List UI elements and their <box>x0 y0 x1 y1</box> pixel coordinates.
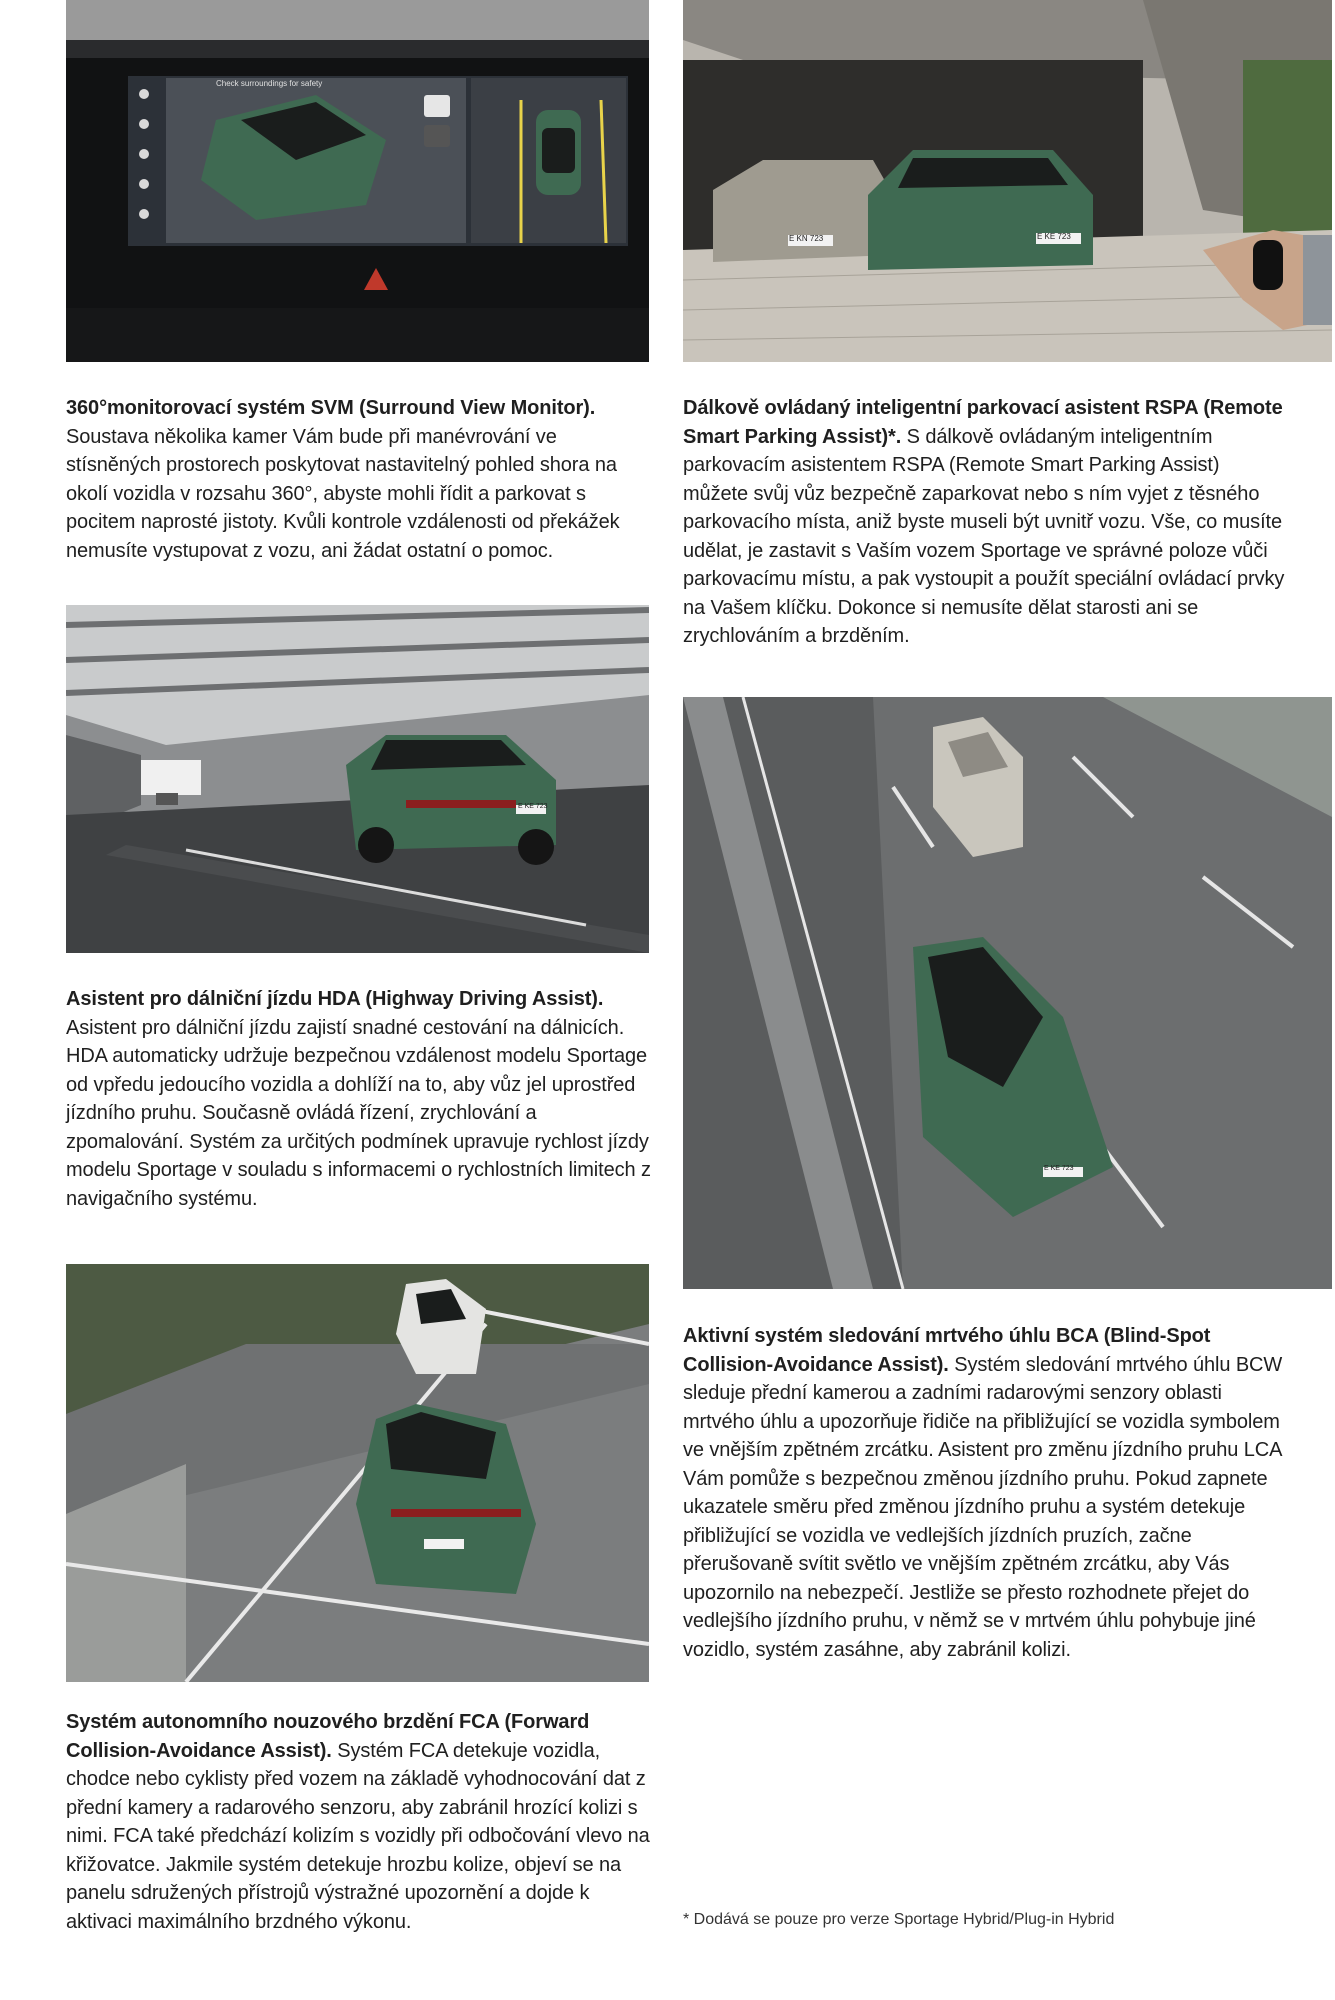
rspa-title: Dálkově ovládaný inteligentní parkovací asistent RSPA (Remote Smart Parking Assist)*. <box>683 397 1283 448</box>
hda-tunnel-photo <box>66 605 649 953</box>
fca-intersection-photo <box>66 1264 649 1682</box>
rspa-body: S dálkově ovládaným inteligentním parkovacím asistentem RSPA (Remote Smart Parking Assist) můžete svůj vůz bezpečně zaparkovat nebo s ním vyjet z těsného parkovacího místa, aniž byste museli být uvnitř vozu. Vše, co musíte udělat, je zastavit s Vaším vozem Sportage ve správné poloze vůči parkovacímu místu, a pak vystoupit a použít speciální ovládací prvky na Vašem klíčku. Dokonce si nemusíte dělat starosti ani se zrychlováním a brzděním. <box>683 425 1285 647</box>
footnote: * Dodává se pouze pro verze Sportage Hybrid/Plug-in Hybrid <box>683 1911 1115 1928</box>
rspa-garage-photo <box>683 0 1332 362</box>
license-plate-4: E KE 723 <box>1044 1165 1074 1172</box>
screen-caption: Check surroundings for safety <box>216 79 323 88</box>
hda-text <box>66 985 651 1213</box>
license-plate-1: E KN 723 <box>789 234 824 243</box>
fca-body: Systém FCA detekuje vozidla, chodce nebo cyklisty před vozem na základě vyhodnocování dat z přední kamery a radarového senzoru, aby zabránil hrozící kolizi s nimi. FCA také předchází kolizím s vozidly při odbočování vlevo na křižovatce. Jakmile systém detekuje hrozbu kolize, objeví se na panelu sdružených přístrojů výstražné upozornění a dojde k aktivaci maximálního brzdného výkonu. <box>66 1739 650 1933</box>
license-plate-3: E KE 723 <box>518 803 548 810</box>
hda-body: Asistent pro dálniční jízdu zajistí snadné cestování na dálnicích. HDA automaticky udržuje bezpečnou vzdálenost modelu Sportage od vpředu jedoucího vozidla a dohlíží na to, aby vůz jel uprostřed jízdního pruhu. Současně ovládá řízení, zrychlování a zpomalování. Systém za určitých podmínek upravuje rychlost jízdy modelu Sportage v souladu s informacemi o rychlostních limitech z navigačního systému. <box>66 1016 651 1210</box>
fca-text <box>66 1708 656 1936</box>
svm-screen-photo <box>66 0 649 362</box>
svm-text <box>66 394 656 565</box>
license-plate-2: E KE 723 <box>1037 232 1071 241</box>
rspa-text <box>683 394 1288 651</box>
bca-body: Systém sledování mrtvého úhlu BCW sleduje přední kamerou a zadními radarovými senzory oblasti mrtvého úhlu a upozorňuje řidiče na přibližující se vozidla symbolem ve vnějším zpětném zrcátku. Asistent pro změnu jízdního pruhu LCA Vám pomůže s bezpečnou změnou jízdního pruhu. Pokud zapnete ukazatele směru před změnou jízdního pruhu a systém detekuje přibližující se vozidla ve vedlejších jízdních pruzích, začne přerušovaně svítit světlo ve vnějším zpětném zrcátku, aby Vás upozornilo na nebezpečí. Jestliže se přesto rozhodnete přejet do vedlejšího jízdního pruhu, v němž se v mrtvém úhlu pohybuje jiné vozidlo, systém zasáhne, aby zabránil kolizi. <box>683 1353 1283 1661</box>
bca-road-photo <box>683 697 1332 1289</box>
bca-text <box>683 1322 1283 1664</box>
hda-title: Asistent pro dálniční jízdu HDA (Highway Driving Assist). <box>66 988 604 1010</box>
svm-body: Soustava několika kamer Vám bude při manévrování ve stísněných prostorech poskytovat nastavitelný pohled shora na okolí vozidla v rozsahu 360°, abyste mohli řídit a parkovat s pocitem naprosté jistoty. Kvůli kontrole vzdálenosti od překážek nemusíte vystupovat z vozu, ani žádat ostatní o pomoc. <box>66 425 620 562</box>
fca-title: Systém autonomního nouzového brzdění FCA (Forward Collision-Avoidance Assist). <box>66 1711 590 1762</box>
bca-title: Aktivní systém sledování mrtvého úhlu BCA (Blind-Spot Collision-Avoidance Assist). <box>683 1325 1211 1376</box>
svm-title: 360°monitorovací systém SVM (Surround View Monitor). <box>66 397 596 419</box>
